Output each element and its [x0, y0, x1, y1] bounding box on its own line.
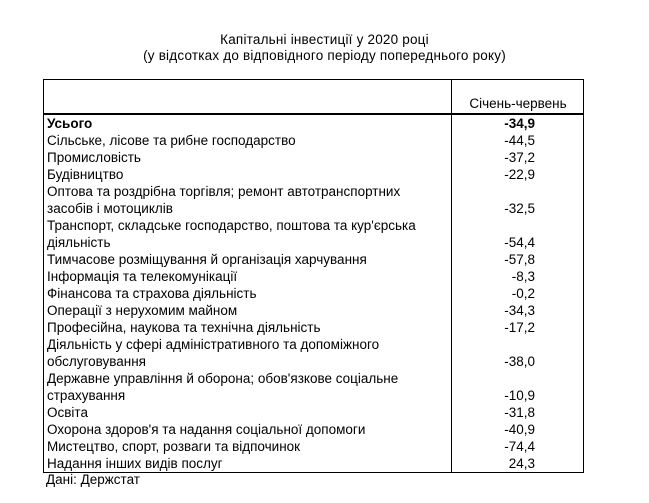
investment-table [43, 79, 584, 473]
row-label: Професійна, наукова та технічна діяльність [44, 319, 452, 336]
row-label: Охорона здоров'я та надання соціальної допомоги [44, 421, 452, 438]
row-value: -34,3 [452, 302, 584, 319]
row-label: Усього [44, 114, 452, 132]
table-row [44, 421, 584, 438]
table-title: Капітальні інвестиції у 2020 році [220, 32, 429, 47]
table-row [44, 217, 584, 251]
source-note: Дані: Держстат [46, 472, 140, 487]
table-row [44, 302, 584, 319]
investment-table-container [43, 79, 583, 473]
table-subtitle: (у відсотках до відповідного періоду попереднього року) [143, 48, 506, 63]
row-value: -38,0 [452, 336, 584, 370]
row-value: -40,9 [452, 421, 584, 438]
row-value: -37,2 [452, 149, 584, 166]
row-value: 24,3 [452, 455, 584, 473]
table-row [44, 319, 584, 336]
row-value: -31,8 [452, 404, 584, 421]
row-label: Операції з нерухомим майном [44, 302, 452, 319]
row-label: Освіта [44, 404, 452, 421]
table-row [44, 455, 584, 473]
row-label: Оптова та роздрібна торгівля; ремонт автотранспортних засобів і мотоциклів [44, 183, 452, 217]
table-row [44, 132, 584, 149]
row-value: -44,5 [452, 132, 584, 149]
row-value: -74,4 [452, 438, 584, 455]
row-value: -22,9 [452, 166, 584, 183]
row-label: Тимчасове розміщування й організація харчування [44, 251, 452, 268]
table-row [44, 285, 584, 302]
row-label: Мистецтво, спорт, розваги та відпочинок [44, 438, 452, 455]
row-value: -8,3 [452, 268, 584, 285]
table-row [44, 166, 584, 183]
table-row [44, 438, 584, 455]
table-row [44, 370, 584, 404]
row-label: Сільське, лісове та рибне господарство [44, 132, 452, 149]
table-row [44, 268, 584, 285]
row-label: Транспорт, складське господарство, поштова та кур'єрська діяльність [44, 217, 452, 251]
row-label: Промисловість [44, 149, 452, 166]
row-value: -17,2 [452, 319, 584, 336]
row-label: Будівництво [44, 166, 452, 183]
row-label: Інформація та телекомунікації [44, 268, 452, 285]
row-value: -57,8 [452, 251, 584, 268]
row-label: Державне управління й оборона; обов'язкове соціальне страхування [44, 370, 452, 404]
row-value: -34,9 [452, 114, 584, 132]
header-sector [44, 80, 452, 115]
row-label: Фінансова та страхова діяльність [44, 285, 452, 302]
table-row [44, 336, 584, 370]
row-value: -54,4 [452, 217, 584, 251]
table-row [44, 149, 584, 166]
row-value: -0,2 [452, 285, 584, 302]
table-row [44, 183, 584, 217]
table-row [44, 251, 584, 268]
row-label: Діяльність у сфері адміністративного та допоміжного обслуговування [44, 336, 452, 370]
row-value: -32,5 [452, 183, 584, 217]
row-label: Надання інших видів послуг [44, 455, 452, 473]
header-period: Січень-червень [452, 80, 584, 115]
table-row [44, 114, 584, 132]
row-value: -10,9 [452, 370, 584, 404]
table-row [44, 404, 584, 421]
table-header-row [44, 80, 584, 115]
